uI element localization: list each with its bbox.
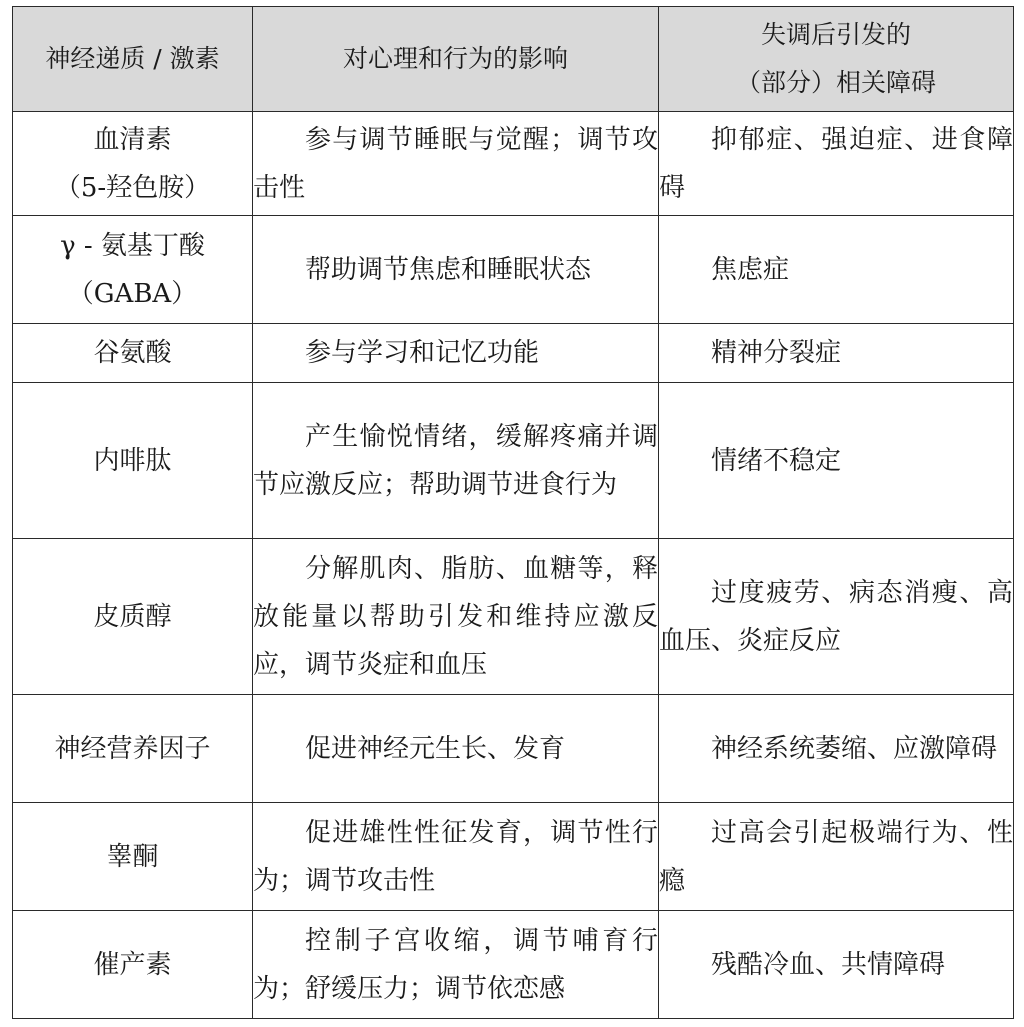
row-name-cell <box>13 695 253 803</box>
table-row <box>13 803 1014 911</box>
row-disorder-cell <box>659 383 1014 539</box>
row-disorder-cell <box>659 539 1014 695</box>
row-effect-cell <box>253 695 659 803</box>
row-disorder-cell <box>659 803 1014 911</box>
table-row <box>13 911 1014 1019</box>
row-effect-cell <box>253 911 659 1019</box>
row-name-cell <box>13 216 253 324</box>
table-row <box>13 695 1014 803</box>
row-name: 皮质醇 <box>93 601 172 632</box>
row-disorder: 焦虑症 <box>711 254 790 285</box>
table-row <box>13 324 1014 383</box>
row-name: 谷氨酸 <box>93 338 172 368</box>
table-row <box>13 539 1014 695</box>
table-row <box>13 383 1014 539</box>
row-disorder: 情绪不稳定 <box>711 445 842 476</box>
row-effect-cell <box>253 324 659 383</box>
row-name-sub: （5-羟色胺） <box>54 172 211 203</box>
row-effect: 分解肌肉、脂肪、血糖等，释放能量以帮助引发和维持应激反应，调节炎症和血压 <box>253 553 658 680</box>
row-name-cell <box>13 383 253 539</box>
row-effect-cell <box>253 216 659 324</box>
row-disorder-cell <box>659 911 1014 1019</box>
row-effect-cell <box>253 112 659 216</box>
header-disorder-line2: （部分）相关障碍 <box>735 68 936 97</box>
row-effect-cell <box>253 383 659 539</box>
row-effect: 参与调节睡眠与觉醒；调节攻击性 <box>253 124 658 203</box>
row-name-cell <box>13 803 253 911</box>
table-header-row <box>13 7 1014 112</box>
row-disorder-cell <box>659 112 1014 216</box>
header-disorder <box>659 7 1014 112</box>
row-disorder: 神经系统萎缩、应激障碍 <box>711 733 998 764</box>
table-row <box>13 112 1014 216</box>
row-effect: 产生愉悦情绪，缓解疼痛并调节应激反应；帮助调节进食行为 <box>253 421 658 500</box>
row-name: 睾酮 <box>106 841 159 872</box>
row-disorder-cell <box>659 216 1014 324</box>
row-disorder-cell <box>659 324 1014 383</box>
row-name: 神经营养因子 <box>54 733 211 764</box>
header-effect: 对心理和行为的影响 <box>253 7 659 112</box>
header-disorder-line1: 失调后引发的 <box>760 20 911 49</box>
row-name-cell <box>13 324 253 383</box>
neurotransmitter-table <box>12 6 1014 1019</box>
row-disorder: 残酷冷血、共情障碍 <box>711 949 946 980</box>
table-row <box>13 216 1014 324</box>
row-effect: 控制子宫收缩，调节哺育行为；舒缓压力；调节依恋感 <box>253 925 658 1004</box>
row-name: γ - 氨基丁酸 <box>60 230 205 261</box>
row-name-cell <box>13 911 253 1019</box>
row-effect: 促进神经元生长、发育 <box>305 733 566 764</box>
row-name: 内啡肽 <box>93 445 172 476</box>
header-neurotransmitter: 神经递质 / 激素 <box>13 7 253 112</box>
row-name-cell <box>13 539 253 695</box>
row-effect-cell <box>253 539 659 695</box>
row-disorder: 精神分裂症 <box>711 338 842 368</box>
row-name-sub: （GABA） <box>67 278 198 309</box>
row-name-cell <box>13 112 253 216</box>
row-effect: 促进雄性性征发育，调节性行为；调节攻击性 <box>253 817 658 896</box>
row-disorder-cell <box>659 695 1014 803</box>
row-effect: 参与学习和记忆功能 <box>305 338 540 368</box>
row-effect: 帮助调节焦虑和睡眠状态 <box>305 254 592 285</box>
row-disorder: 过高会引起极端行为、性瘾 <box>659 817 1013 896</box>
row-disorder: 抑郁症、强迫症、进食障碍 <box>659 124 1013 203</box>
row-name: 催产素 <box>93 949 172 980</box>
row-effect-cell <box>253 803 659 911</box>
row-disorder: 过度疲劳、病态消瘦、高血压、炎症反应 <box>659 577 1013 656</box>
row-name: 血清素 <box>93 124 172 155</box>
